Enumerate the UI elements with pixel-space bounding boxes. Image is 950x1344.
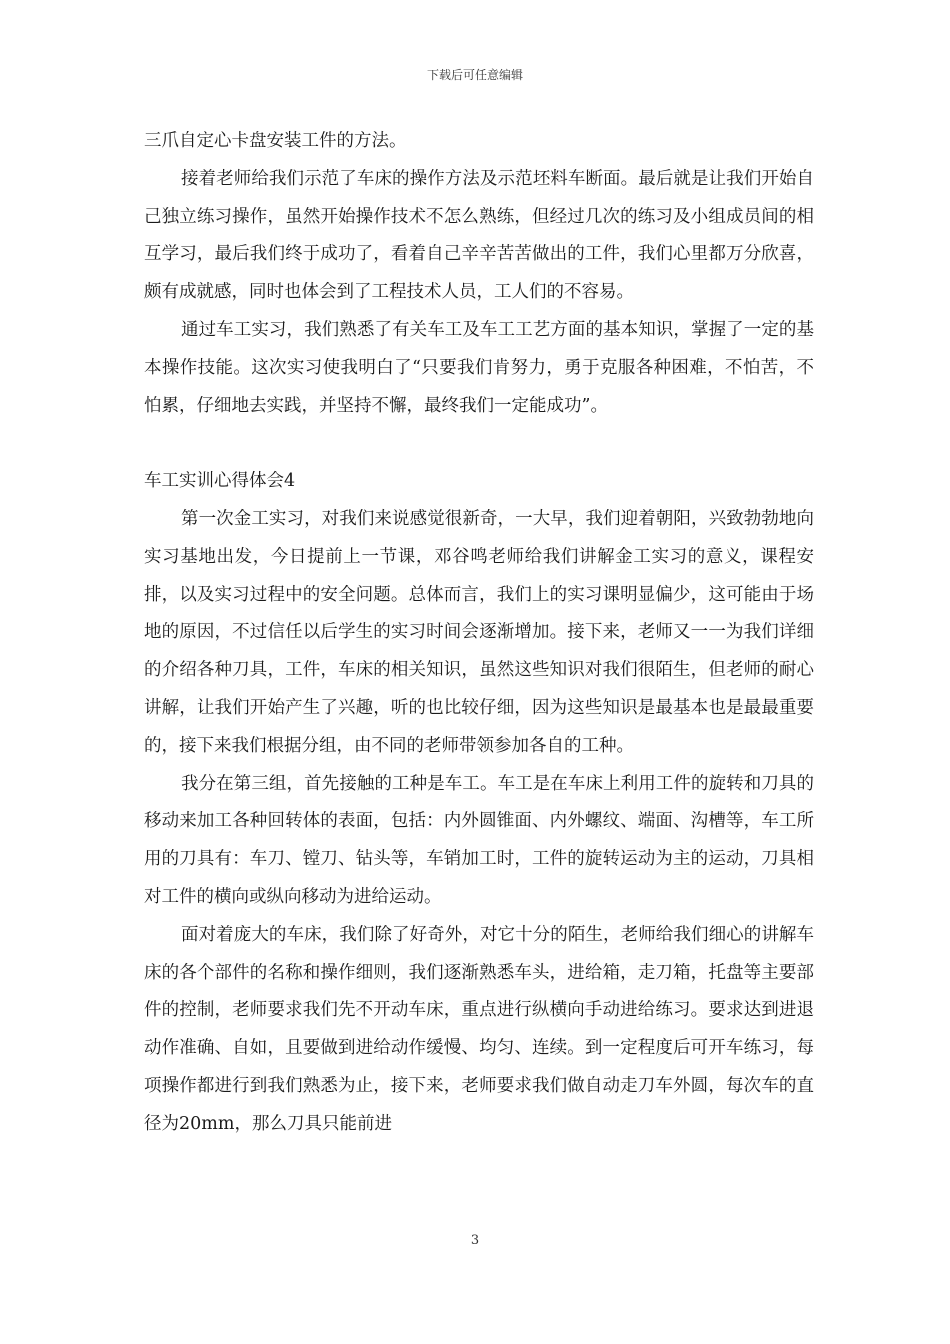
paragraph: 我分在第三组，首先接触的工种是车工。车工是在车床上利用工件的旋转和刀具的移动来加工各种回转体的表面，包括：内外圆锥面、内外螺纹、端面、沟槽等，车工所用的刀具有：车刀、镗刀、钻头等，车销加工时，工件的旋转运动为主的运动，刀具相对工件的横向或纵向移动为进给运动。	[144, 773, 814, 907]
document-body	[144, 123, 814, 1144]
page-number: 3	[470, 1233, 480, 1248]
paragraph-spacer	[144, 425, 814, 463]
paragraph: 通过车工实习，我们熟悉了有关车工及车工工艺方面的基本知识，掌握了一定的基本操作技能。这次实习使我明白了“只要我们肯努力，勇于克服各种困难，不怕苦，不怕累，仔细地去实践，并坚持不懈，最终我们一定能成功”。	[144, 319, 814, 416]
paragraph: 第一次金工实习，对我们来说感觉很新奇，一大早，我们迎着朝阳，兴致勃勃地向实习基地出发，今日提前上一节课，邓谷鸣老师给我们讲解金工实习的意义，课程安排，以及实习过程中的安全问题。总体而言，我们上的实习课明显偏少，这可能由于场地的原因，不过信任以后学生的实习时间会逐渐增加。接下来，老师又一一为我们详细的介绍各种刀具，工件，车床的相关知识，虽然这些知识对我们很陌生，但老师的耐心讲解，让我们开始产生了兴趣，听的也比较仔细，因为这些知识是最基本也是最最重要的，接下来我们根据分组，由不同的老师带领参加各自的工种。	[144, 508, 814, 756]
paragraph-continuation: 三爪自定心卡盘安装工件的方法。	[144, 131, 407, 151]
section-heading: 车工实训心得体会4	[144, 471, 296, 492]
page-header: 下载后可任意编辑	[426, 68, 523, 82]
paragraph: 面对着庞大的车床，我们除了好奇外，对它十分的陌生，老师给我们细心的讲解车床的各个部件的名称和操作细则，我们逐渐熟悉车头，进给箱，走刀箱，托盘等主要部件的控制，老师要求我们先不开动车床，重点进行纵横向手动进给练习。要求达到进退动作准确、自如，且要做到进给动作缓慢、均匀、连续。到一定程度后可开车练习，每项操作都进行到我们熟悉为止，接下来，老师要求我们做自动走刀车外圆，每次车的直径为20mm，那么刀具只能前进	[144, 924, 814, 1134]
paragraph: 接着老师给我们示范了车床的操作方法及示范坯料车断面。最后就是让我们开始自己独立练习操作，虽然开始操作技术不怎么熟练，但经过几次的练习及小组成员间的相互学习，最后我们终于成功了，看着自己辛辛苦苦做出的工件，我们心里都万分欣喜，颇有成就感，同时也体会到了工程技术人员，工人们的不容易。	[144, 168, 814, 303]
